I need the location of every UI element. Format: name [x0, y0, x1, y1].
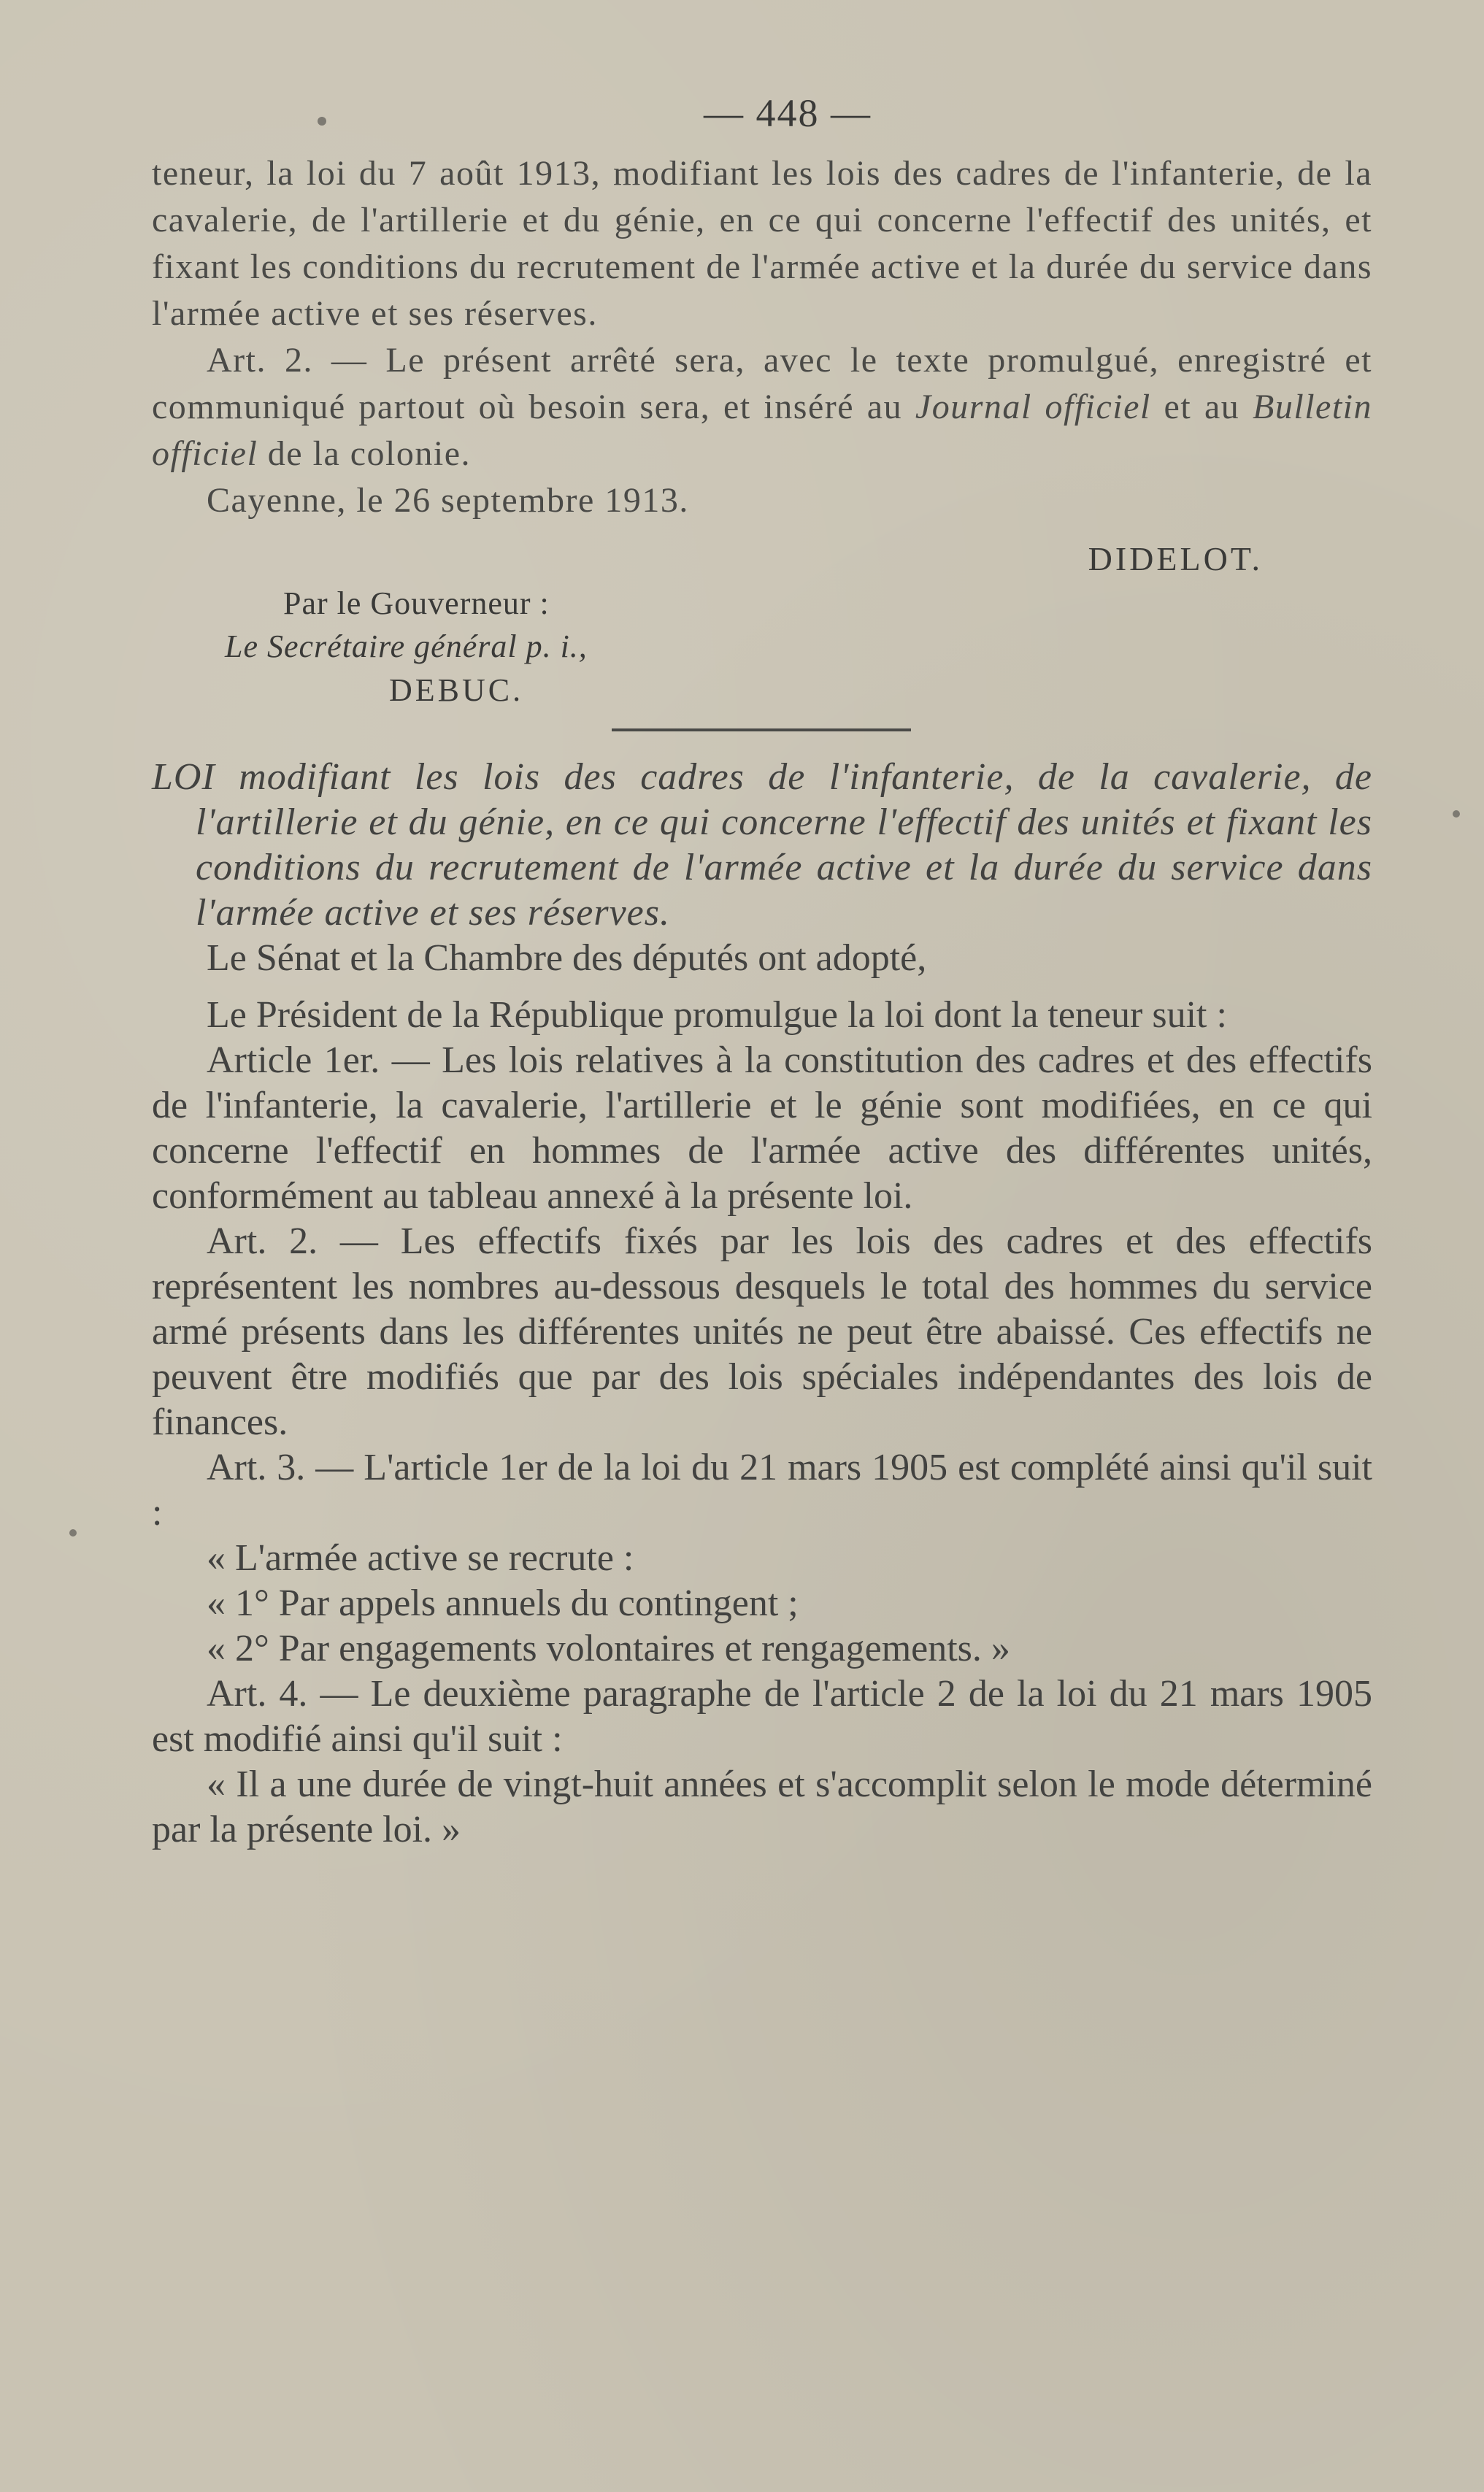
decree-article-2-end: de la colonie.	[258, 434, 472, 473]
paper-speck-icon	[1453, 810, 1460, 818]
by-governor-line: Par le Gouverneur :	[283, 585, 550, 621]
decree-continuation	[152, 150, 1372, 712]
law-article-3: Art. 3. — L'article 1er de la loi du 21 mars 1905 est complété ainsi qu'il suit :	[152, 1447, 1372, 1534]
decree-date: Cayenne, le 26 septembre 1913.	[207, 481, 689, 520]
document-page	[152, 80, 1372, 1853]
law-quote-engagements: « 2° Par engagements volontaires et rengagements. »	[207, 1628, 1010, 1669]
law-title-lead: LOI	[152, 756, 215, 798]
law-quote-appels: « 1° Par appels annuels du contingent ;	[207, 1583, 799, 1624]
law-title	[152, 755, 1372, 936]
decree-article-2-lead: Art. 2. — Le présent arrêté sera, avec le texte promulgué, enregistré et communiqué partout où besoin sera, et inséré au	[152, 341, 1372, 426]
paper-speck-icon	[318, 117, 326, 126]
law-quote-duree: « Il a une durée de vingt-huit années et s'accomplit selon le mode déterminé par la présente loi. »	[152, 1764, 1372, 1850]
paper-speck-icon	[69, 1529, 77, 1537]
law-president-paragraph: Le Président de la République promulgue la loi dont la teneur suit :	[207, 994, 1227, 1036]
secretary-name: DEBUC.	[389, 672, 524, 708]
law-quote-recrute: « L'armée active se recrute :	[207, 1537, 634, 1579]
governor-signature: DIDELOT.	[1088, 540, 1263, 577]
law-title-rest: modifiant les lois des cadres de l'infanterie, de la cavalerie, de l'artillerie et du génie, en ce qui concerne l'effectif des unités et fixant les conditions du recrutement de l'armée active et la durée du service dans l'armée active et ses réserves.	[196, 756, 1372, 934]
section-divider	[612, 728, 911, 731]
bulletin-officiel: Bulletin officiel	[152, 388, 1373, 473]
decree-paragraph-teneur: teneur, la loi du 7 août 1913, modifiant les lois des cadres de l'infanterie, de la cavalerie, de l'artillerie et du génie, en ce qui concerne l'effectif des unités, et fixant les conditions du recrutement de l'armée active et la durée du service dans l'armée active et ses réserves.	[152, 154, 1372, 333]
law-article-2: Art. 2. — Les effectifs fixés par les lois des cadres et des effectifs représentent les nombres au-dessous desquels le total des hommes du service armé présents dans les différentes unités ne peut être abaissé. Ces effectifs ne peuvent être modifiés que par des lois spéciales indépendantes des lois de finances.	[152, 1220, 1372, 1443]
law-article-1: Article 1er. — Les lois relatives à la constitution des cadres et des effectifs de l'infanterie, la cavalerie, l'artillerie et le génie sont modifiées, en ce qui concerne l'effectif en hommes de l'armée active des différentes unités, conformément au tableau annexé à la présente loi.	[152, 1039, 1372, 1217]
secretary-title: Le Secrétaire général p. i.,	[225, 628, 588, 664]
decree-article-2	[152, 337, 1372, 477]
law-section	[152, 755, 1372, 1853]
journal-officiel: Journal officiel	[915, 388, 1151, 426]
law-article-4: Art. 4. — Le deuxième paragraphe de l'article 2 de la loi du 21 mars 1905 est modifié ainsi qu'il suit :	[152, 1673, 1372, 1760]
decree-article-2-mid: et au	[1150, 388, 1253, 426]
law-senat-paragraph: Le Sénat et la Chambre des députés ont adopté,	[207, 937, 927, 979]
page-number: — 448 —	[704, 91, 872, 135]
